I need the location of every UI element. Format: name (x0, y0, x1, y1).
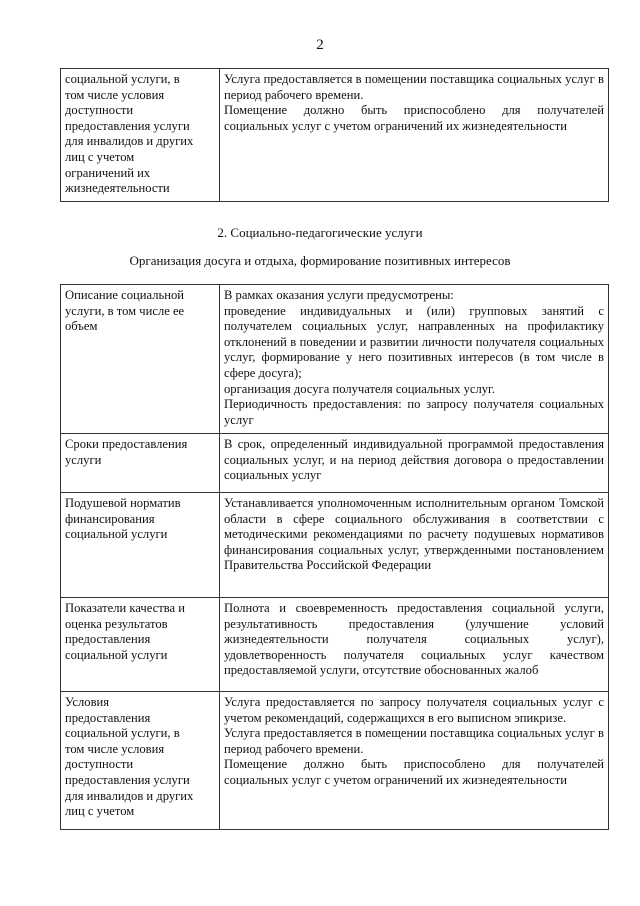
label-line: для инвалидов и других (65, 788, 194, 803)
table-row (61, 285, 609, 434)
section-heading: 2. Социально-педагогические услуги (217, 225, 423, 240)
row-content-cell (220, 692, 609, 830)
label-line: для инвалидов и других (65, 134, 194, 149)
table-row (61, 434, 609, 493)
label-line: предоставления услуги (65, 118, 190, 133)
row-content-cell (220, 493, 609, 598)
row-content-cell (220, 69, 609, 202)
table-row (61, 598, 609, 692)
continued-table (60, 68, 609, 202)
label-line: доступности (65, 757, 134, 772)
content-paragraph: Услуга предоставляется по запросу получателя социальных услуг с учетом рекомендаций, содержащихся в его выписном эпикризе. (224, 695, 604, 725)
row-content-cell (220, 598, 609, 692)
content-paragraph: организация досуга получателя социальных услуг. (224, 381, 495, 396)
table-row (61, 692, 609, 830)
content-paragraph: Услуга предоставляется в помещении поставщика социальных услуг в период рабочего времени. (224, 72, 604, 102)
content-paragraph: проведение индивидуальных и (или) групповых занятий с получателем социальных услуг, направленных на профилактику отклонений в поведении и развитии личности получателя социальных услуг, формирование у него позитивных интересов (в том числе в сфере досуга); (224, 303, 604, 380)
content-paragraph: Услуга предоставляется в помещении поставщика социальных услуг в период рабочего времени. (224, 726, 604, 756)
label-line: социальной услуги, в (65, 72, 180, 86)
content-paragraph: Помещение должно быть приспособлено для получателей социальных услуг с учетом ограничений их жизнедеятельности (224, 757, 604, 787)
label-line: предоставления услуги (65, 772, 190, 787)
content-paragraph: В срок, определенный индивидуальной программой предоставления социальных услуг, и на период действия договора о предоставлении социальных услуг (224, 437, 604, 483)
service-table (60, 284, 609, 830)
label-line: доступности (65, 103, 134, 118)
row-content-cell (220, 285, 609, 434)
table-row (61, 493, 609, 598)
row-label-cell: Показатели качества и оценка результатов предоставления социальной услуги (61, 598, 220, 692)
page-number: 2 (316, 37, 324, 53)
row-label-cell: Подушевой норматив финансирования социальной услуги (61, 493, 220, 598)
label-line: лиц с учетом (65, 804, 135, 819)
label-line: том числе условия (65, 741, 165, 756)
row-label-cell: Сроки предоставления услуги (61, 434, 220, 493)
row-label-cell (61, 69, 220, 202)
subsection-heading: Организация досуга и отдыха, формирование позитивных интересов (129, 253, 511, 268)
content-paragraph: В рамках оказания услуги предусмотрены: (224, 288, 454, 302)
label-line: Условия (65, 695, 110, 709)
label-line: социальной услуги, в (65, 726, 180, 741)
table-row (61, 69, 609, 202)
label-line: предоставления (65, 710, 151, 725)
content-paragraph: Периодичность предоставления: по запросу получателя социальных услуг (224, 397, 604, 427)
label-line: жизнедеятельности (65, 181, 170, 196)
row-label-cell (61, 692, 220, 830)
content-paragraph: Устанавливается уполномоченным исполнительным органом Томской области в сфере социального обслуживания в соответствии с методическими рекомендациями по расчету подушевых нормативов финансирования социальных услуг, утвержденными постановлением Правительства Российской Федерации (224, 496, 604, 573)
label-line: том числе условия (65, 87, 165, 102)
row-content-cell (220, 434, 609, 493)
content-paragraph: Полнота и своевременность предоставления социальной услуги, результативность предоставления (улучшение условий жизнедеятельности получателя социальных услуг), удовлетворенность получателя социальных услуг качеством предоставляемой услуги, отсутствие обоснованных жалоб (224, 601, 604, 678)
label-line: ограничений их (65, 165, 151, 180)
label-line: лиц с учетом (65, 149, 135, 164)
row-label-cell: Описание социальной услуги, в том числе ее объем (61, 285, 220, 434)
content-paragraph: Помещение должно быть приспособлено для получателей социальных услуг с учетом ограничений их жизнедеятельности (224, 103, 604, 133)
